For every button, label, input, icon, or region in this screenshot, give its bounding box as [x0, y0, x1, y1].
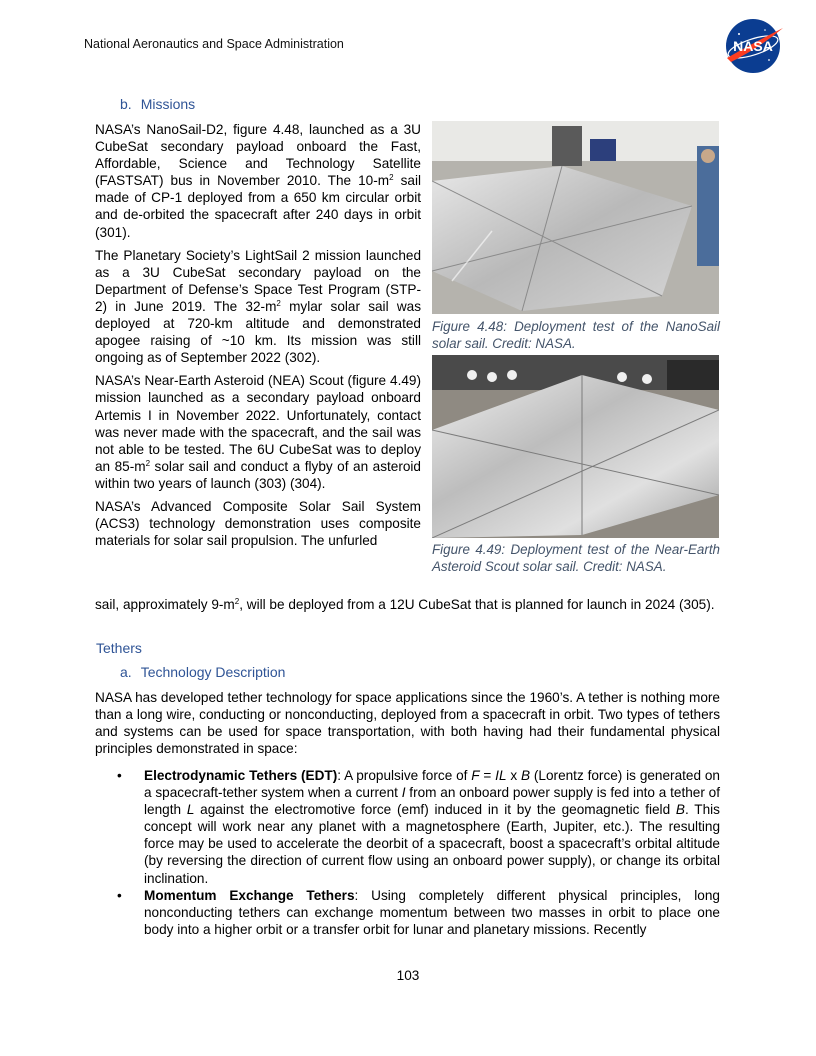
paragraph-nea-scout: NASA’s Near-Earth Asteroid (NEA) Scout (figure 4.49) mission launched as a secondary payload onboard Artemis I in November 2022. Unfortunately, contact was never made with the spacecraft, and the sail was not able to be tested. The 6U CubeSat was to deploy an $85-m^2$ solar sail and conduct a flyby of an asteroid within two years of launch (303) (304). [95, 373, 421, 491]
page-number: 103 [396, 968, 420, 983]
list-item-edt: • Electrodynamic Tethers (EDT): A propulsive force of F = IL x B (Lorentz force) is generated on a spacecraft-tether system when a current I from an onboard power supply is fed into a tether of length L against the electromotive force (emf) induced in it by the geomagnetic field B. This concept will work near any planet with a magnetosphere (Earth, Jupiter, etc.). The resulting force may be used to accelerate the deorbit of a spacecraft, boost a spacecraft’s orbital altitude (by reversing the direction of current flow using an onboard power supply), or change its orbital inclination. [117, 768, 720, 886]
bullet-icon: • [117, 887, 122, 903]
paragraph-acs3-start: NASA’s Advanced Composite Solar Sail System (ACS3) technology demonstration uses composite materials for solar sail propulsion. The unfurled [95, 498, 421, 549]
paragraph-nanosail: NASA’s NanoSail-D2, figure 4.48, launched as a 3U CubeSat secondary payload onboard the Fast, Affordable, Science and Technology Satellite (FASTSAT) bus in November 2010. The $10-m^2$ sail made of CP-1 deployed from a 650 km circular orbit and de-orbited the spacecraft after 240 days in orbit (301). [95, 122, 421, 240]
logo-wordmark: NASA [733, 38, 773, 54]
section-b-number: b. [120, 96, 132, 112]
figure-4-49-image [432, 355, 719, 538]
subsection-a-number: a. [120, 664, 132, 680]
left-column [95, 121, 421, 549]
bullet-icon: • [117, 768, 122, 783]
paragraph-lightsail: The Planetary Society’s LightSail 2 mission launched as a 3U CubeSat secondary payload on the Department of Defense’s Space Test Program (STP-2) in June 2019. The $32-m^2$ mylar solar sail was deployed at 720-km altitude and demonstrated apogee raising of ~10 km. Its mission was still ongoing as of September 2022 (302). [95, 247, 421, 366]
nasa-logo [721, 18, 785, 74]
section-b-title: Missions [140, 96, 196, 112]
figure-4-49-caption: Figure 4.49: Deployment test of the Near-Earth Asteroid Scout solar sail. Credit: NASA. [432, 542, 720, 574]
figure-4-48-caption: Figure 4.48: Deployment test of the NanoSail solar sail. Credit: NASA. [432, 319, 720, 351]
subsection-a-title: Technology Description [140, 664, 286, 680]
tether-types-list [95, 767, 720, 938]
list-item-momentum-exchange: • Momentum Exchange Tethers: Using completely different physical principles, long nonconducting tethers can exchange momentum between two masses in orbit to place one body into a higher orbit or a transfer orbit for lunar and planetary missions. Recently [117, 887, 720, 937]
tethers-intro-paragraph: NASA has developed tether technology for space applications since the 1960’s. A tether is nothing more than a long wire, conducting or nonconducting, deployed from a spacecraft in orbit. Two types of tethers and systems can be used for space transportation, with both having had their fundamental physical principles demonstrated in space: [95, 690, 720, 757]
paragraph-acs3-end: sail, approximately $9-m^2$, will be deployed from a 12U CubeSat that is planned for launch in 2024 (305). [95, 597, 715, 612]
figure-4-48-image [432, 121, 719, 314]
tethers-heading: Tethers [96, 640, 142, 656]
technology-description-heading [120, 664, 285, 680]
section-b-heading [120, 96, 195, 112]
header-org-name: National Aeronautics and Space Administration [84, 37, 344, 51]
